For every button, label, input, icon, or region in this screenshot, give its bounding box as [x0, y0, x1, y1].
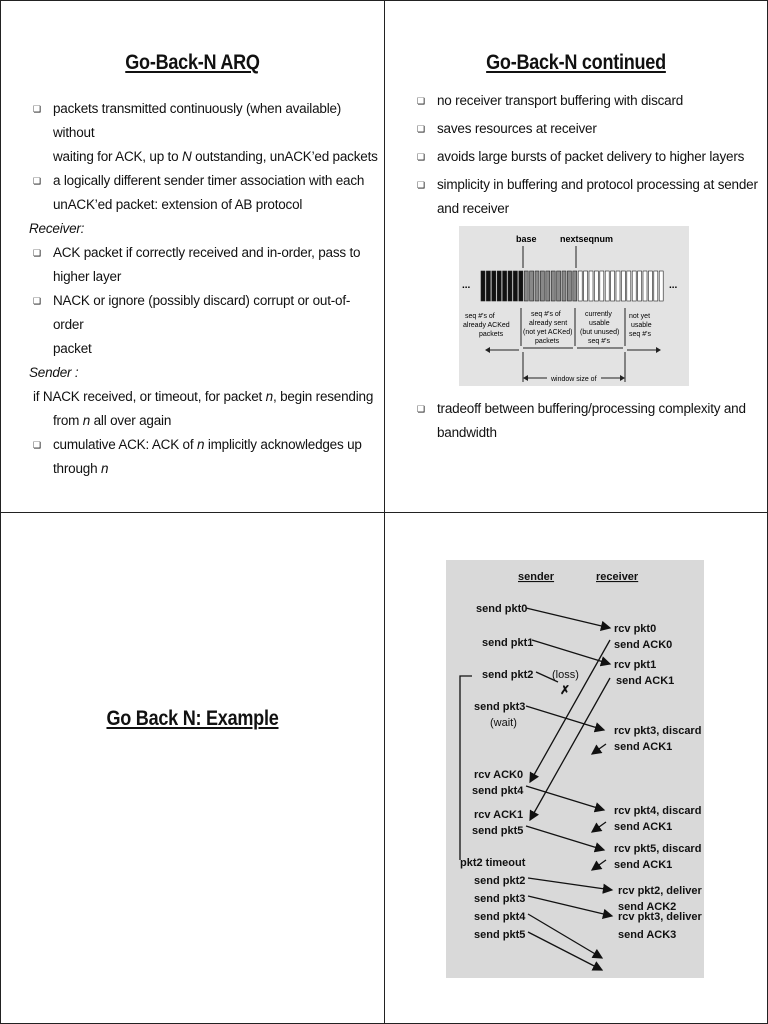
seq-slot [638, 271, 642, 301]
base-label: base [516, 234, 537, 244]
bullet [29, 97, 379, 145]
bullet [29, 433, 379, 457]
bullet-cont [413, 197, 763, 221]
sender-event: send pkt2 [474, 875, 526, 887]
sender-event: send pkt2 [482, 669, 534, 681]
arrowhead [656, 347, 661, 353]
seqnum-window-svg [459, 226, 689, 386]
arrowhead [523, 375, 528, 381]
label-sent-unacked: seq #'s of already sent (not yet ACKed) packets [523, 311, 573, 345]
bullet [413, 173, 763, 197]
text-line: all over again [90, 413, 172, 428]
seq-slot [535, 271, 539, 301]
text-line: from [53, 413, 83, 428]
seq-slot [540, 271, 544, 301]
text-italic: N [181, 149, 192, 164]
sender-event: send pkt4 [474, 911, 526, 923]
bullet [29, 169, 379, 193]
receiver-event: send ACK1 [614, 821, 673, 833]
text-line: cumulative ACK: ACK of [53, 437, 197, 452]
seq-slot [659, 271, 663, 301]
text-italic: n [196, 437, 205, 452]
text-line: ACK packet if correctly received and in-order, pass to [53, 245, 361, 260]
seq-slot [578, 271, 582, 301]
receiver-event: rcv pkt5, discard [614, 843, 702, 855]
seq-slot [519, 271, 523, 301]
sender-event: send pkt3 [474, 701, 526, 713]
seq-slot [621, 271, 625, 301]
message-arrow [528, 878, 612, 890]
timeout-bracket [460, 676, 472, 860]
slide1-title: Go-Back-N ARQ [125, 51, 260, 74]
text-line: no receiver transport buffering with discard [437, 93, 684, 108]
text-line: if NACK received, or timeout, for packet [33, 389, 266, 404]
text-line: waiting for ACK, up to [53, 149, 182, 164]
message-arrow [526, 826, 604, 850]
seq-slot [551, 271, 555, 301]
text-line: tradeoff between buffering/processing complexity and [437, 401, 746, 416]
seq-slot [589, 271, 593, 301]
seq-slot [648, 271, 652, 301]
slide-go-back-n-arq [0, 0, 385, 513]
text-line: through [53, 461, 101, 476]
receiver-event: rcv pkt3, deliver [618, 911, 702, 923]
bullet-icon: ❏ [33, 176, 41, 186]
message-arrow [528, 896, 612, 916]
text-line: implicitly acknowledges up [204, 437, 362, 452]
bullet-icon: ❏ [33, 248, 41, 258]
seq-slot [481, 271, 485, 301]
seq-slot [513, 271, 517, 301]
bullet-icon: ❏ [417, 96, 425, 106]
seq-slot [654, 271, 658, 301]
text-line: NACK or ignore (possibly discard) corrupt or out-of-order [53, 293, 351, 332]
sender-heading: Sender : [29, 365, 79, 380]
receiver-event: send ACK0 [614, 639, 673, 651]
bullet [413, 397, 763, 421]
paragraph [33, 385, 379, 409]
receiver-event: rcv pkt1 [614, 659, 657, 671]
bullet-icon: ❏ [417, 404, 425, 414]
slide1-body [29, 97, 379, 481]
seq-slot [562, 271, 566, 301]
seq-slot [524, 271, 528, 301]
paragraph-cont [29, 409, 379, 433]
seq-slot [584, 271, 588, 301]
seq-slot [508, 271, 512, 301]
seq-slot [573, 271, 577, 301]
nextseqnum-label: nextseqnum [560, 234, 614, 244]
seq-slot [546, 271, 550, 301]
sender-event: rcv ACK1 [474, 809, 524, 821]
seq-slot [627, 271, 631, 301]
receiver-event: rcv pkt4, discard [614, 805, 702, 817]
sender-header: sender [518, 571, 555, 583]
text-line: bandwidth [437, 425, 497, 440]
ellipsis-left: ... [462, 280, 471, 291]
label-acked: seq #'s of already ACKed packets [463, 313, 510, 338]
bullet-cont [29, 457, 379, 481]
sender-event: rcv ACK0 [474, 769, 524, 781]
window-size-label: window size of [551, 376, 597, 383]
seqnum-window-diagram [459, 226, 689, 386]
bullet [29, 289, 379, 337]
text-line: unACK’ed packet: extension of AB protocol [53, 197, 303, 212]
sender-event: send pkt0 [476, 603, 528, 615]
seq-slot [557, 271, 561, 301]
bullet-cont [29, 337, 379, 361]
sender-event: pkt2 timeout [460, 857, 526, 869]
text-line: outstanding, unACK’ed packets [191, 149, 378, 164]
seq-slot [567, 271, 571, 301]
sender-event: send pkt5 [472, 825, 524, 837]
seq-slot [600, 271, 604, 301]
bullet-cont [413, 421, 763, 445]
receiver-event: rcv pkt0 [614, 623, 657, 635]
ack-arrow [592, 822, 606, 832]
bullet-cont [29, 193, 379, 217]
receiver-event: rcv pkt3, discard [614, 725, 702, 737]
receiver-header: receiver [596, 571, 639, 583]
seq-slot [486, 271, 490, 301]
loss-label: (loss) [552, 669, 579, 681]
bullet [413, 145, 763, 169]
label-not-usable: not yet usable seq #'s [629, 313, 652, 338]
receiver-heading: Receiver: [29, 221, 85, 236]
receiver-event: send ACK2 [618, 901, 677, 913]
slide2-body-bottom [413, 397, 763, 445]
seq-slot [611, 271, 615, 301]
bullet-icon: ❏ [417, 180, 425, 190]
seq-slot [616, 271, 620, 301]
arrowhead [485, 347, 490, 353]
text-line: packet [53, 341, 92, 356]
receiver-event: rcv pkt2, deliver [618, 885, 702, 897]
ack-arrow [592, 744, 606, 754]
bullet-icon: ❏ [417, 124, 425, 134]
slide2-body [413, 89, 763, 221]
text-line: , begin resending [272, 389, 374, 404]
sender-event: send pkt1 [482, 637, 534, 649]
text-italic: n [265, 389, 273, 404]
bullet-cont [29, 265, 379, 289]
sender-event: send pkt3 [474, 893, 526, 905]
receiver-event: send ACK3 [618, 929, 677, 941]
text-italic: n [82, 413, 91, 428]
seq-slot [643, 271, 647, 301]
slide2-title: Go-Back-N continued [486, 51, 666, 74]
label-usable: currently usable (but unused) seq #'s [580, 311, 620, 345]
seq-slots [481, 271, 663, 301]
loss-icon: ✗ [560, 683, 571, 697]
text-line: packets transmitted continuously (when available) without [53, 101, 342, 140]
bullet [413, 117, 763, 141]
sequence-svg [446, 560, 704, 978]
seq-slot [530, 271, 534, 301]
seq-slot [594, 271, 598, 301]
ack-arrow [592, 860, 606, 870]
wait-label: (wait) [490, 717, 517, 729]
text-line: avoids large bursts of packet delivery to higher layers [437, 149, 745, 164]
bullet-cont [29, 145, 379, 169]
receiver-event: send ACK1 [614, 859, 673, 871]
text-line: simplicity in buffering and protocol processing at sender [437, 177, 758, 192]
text-line: saves resources at receiver [437, 121, 597, 136]
receiver-event: send ACK1 [616, 675, 675, 687]
ellipsis-right: ... [669, 280, 678, 291]
seq-slot [632, 271, 636, 301]
bullet-icon: ❏ [33, 296, 41, 306]
slide3-title: Go Back N: Example [106, 707, 279, 730]
seq-slot [605, 271, 609, 301]
bullet-icon: ❏ [33, 104, 41, 114]
seq-slot [492, 271, 496, 301]
bullet [29, 241, 379, 265]
arrowhead [620, 375, 625, 381]
text-line: a logically different sender timer association with each [53, 173, 365, 188]
receiver-event: send ACK1 [614, 741, 673, 753]
bullet [413, 89, 763, 113]
message-arrow [526, 608, 610, 628]
seq-slot [503, 271, 507, 301]
sender-event: send pkt5 [474, 929, 526, 941]
sender-event: send pkt4 [472, 785, 524, 797]
text-italic: n [100, 461, 109, 476]
bullet-icon: ❏ [33, 440, 41, 450]
bullet-icon: ❏ [417, 152, 425, 162]
text-line: higher layer [53, 269, 122, 284]
go-back-n-sequence-diagram [446, 560, 704, 978]
text-line: and receiver [437, 201, 509, 216]
slide-go-back-n-example [0, 512, 385, 1024]
seq-slot [497, 271, 501, 301]
